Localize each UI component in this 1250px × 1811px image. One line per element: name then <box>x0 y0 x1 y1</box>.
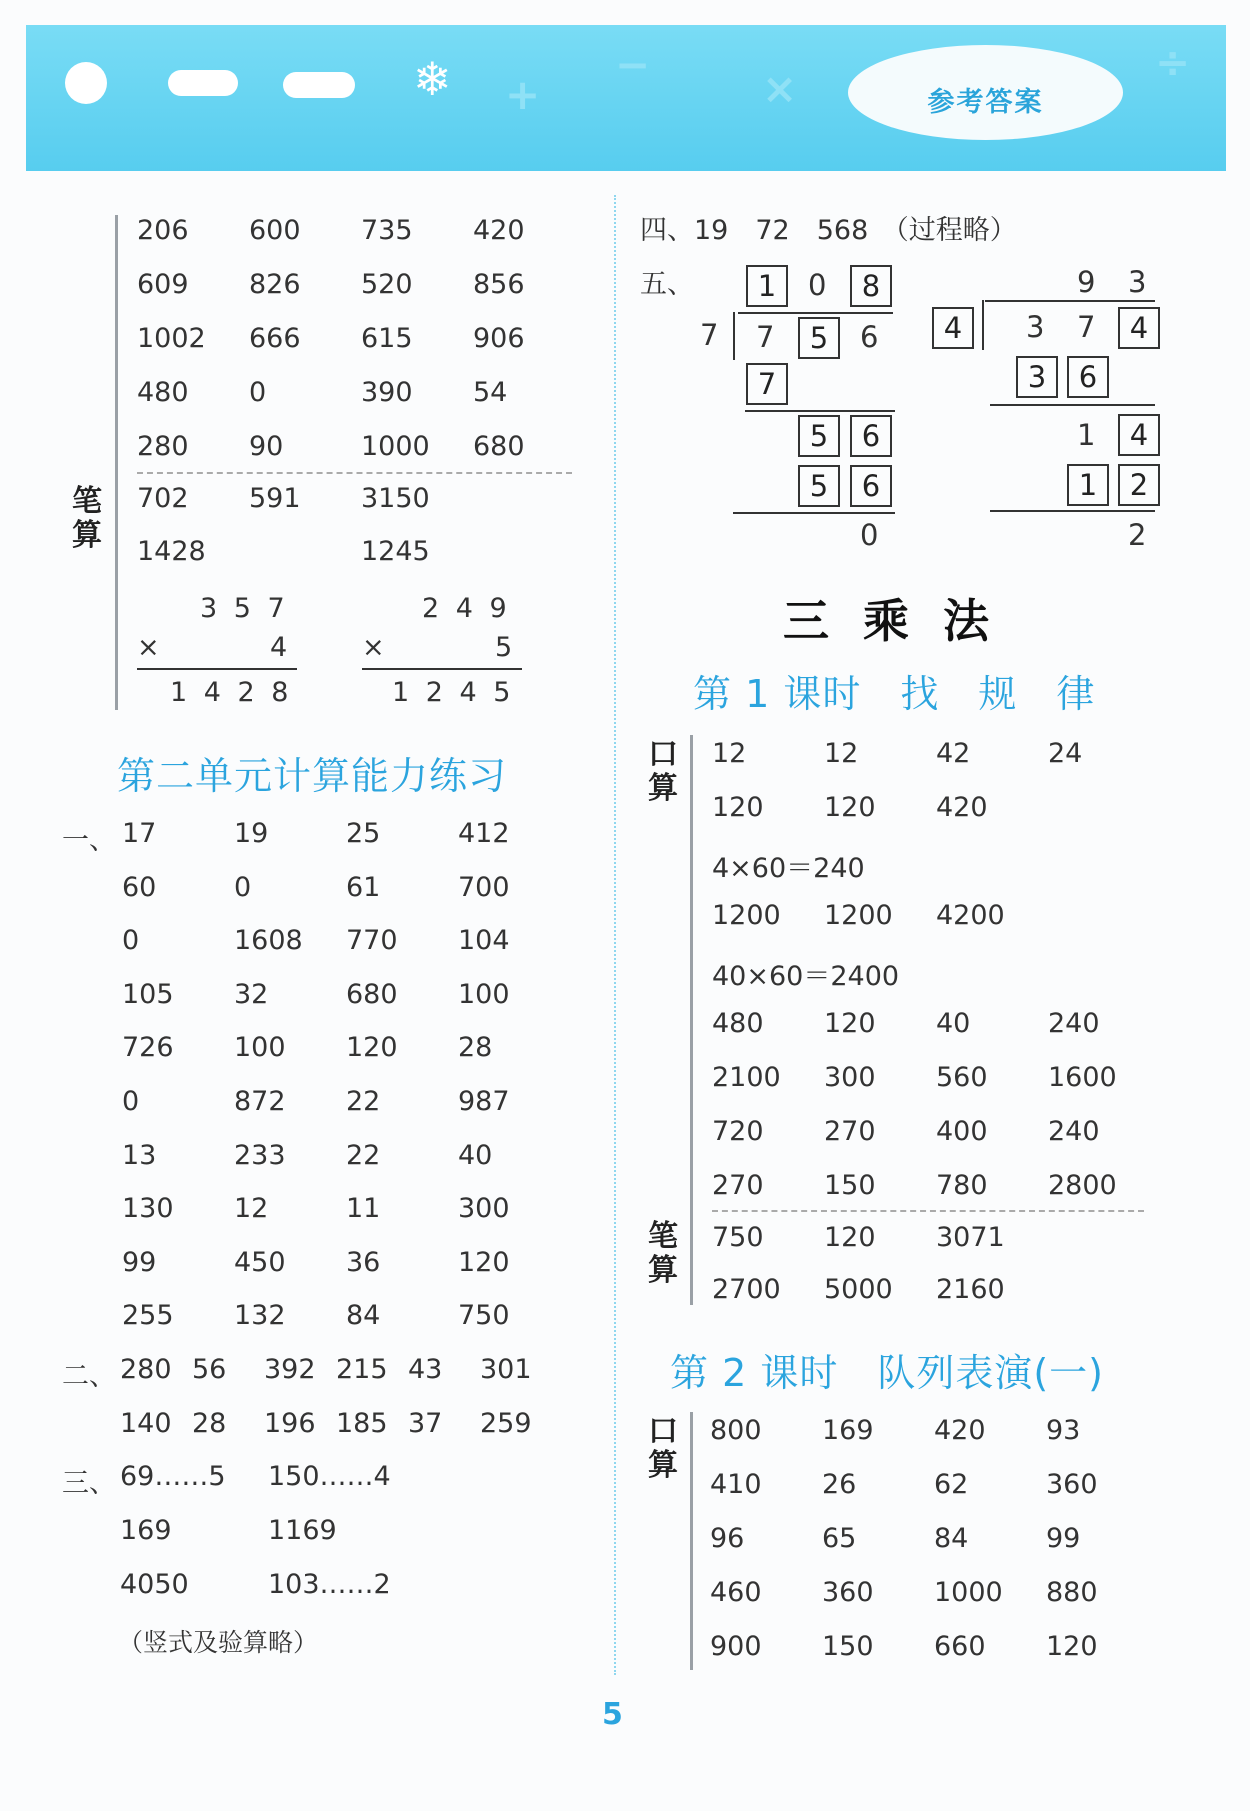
vm1-top: 3 5 7 <box>200 593 289 624</box>
answer-cell: 420 <box>473 215 525 246</box>
answer-cell: 150 <box>824 1170 876 1201</box>
divisor: 7 <box>700 318 719 352</box>
answer-cell: 420 <box>936 792 988 823</box>
section-5-label: 五、 <box>640 269 694 300</box>
divide-icon: ÷ <box>1155 38 1191 87</box>
answer-cell: 169 <box>822 1415 874 1446</box>
answer-cell: 90 <box>249 431 284 462</box>
answer-cell: 240 <box>1048 1008 1100 1039</box>
dividend-digit: 7 <box>1077 310 1096 344</box>
answer-cell: 12 <box>234 1193 269 1225</box>
answer-cell: 1200 <box>712 900 781 931</box>
answer-cell: 22 <box>346 1086 381 1117</box>
answer-cell: 360 <box>1046 1469 1098 1500</box>
answer-cell: 17 <box>122 818 157 849</box>
quotient-digit: 0 <box>808 268 827 302</box>
answer-cell: 0 <box>249 377 267 408</box>
answer-cell: 240 <box>1048 1116 1100 1147</box>
answer-cell: 104 <box>458 925 510 957</box>
subtract-box: 1 <box>1067 464 1109 506</box>
vm2-result: 1 2 4 5 <box>392 677 515 708</box>
remainder-box: 6 <box>850 415 892 457</box>
unit-title: 第二单元计算能力练习 <box>117 754 508 798</box>
answer-cell: 270 <box>824 1116 876 1147</box>
vm1-op: × <box>137 632 160 663</box>
answer-cell: 4050 <box>120 1569 189 1600</box>
answer-cell: 280 <box>137 431 189 462</box>
answer-cell: 24 <box>1048 738 1083 769</box>
sub-rule-2 <box>733 512 895 514</box>
answer-cell: 615 <box>361 323 413 354</box>
times-icon: × <box>762 64 798 113</box>
section-4: 四、19 72 568 （过程略） <box>640 215 1017 246</box>
vm2-mult: 5 <box>495 632 513 663</box>
sub-rule-1 <box>745 410 895 412</box>
quotient-digit-box: 1 <box>746 265 788 307</box>
answer-cell: 185 <box>336 1408 388 1439</box>
answer-cell: 120 <box>458 1246 510 1278</box>
answer-cell: 390 <box>361 377 413 408</box>
answer-cell: 28 <box>458 1032 493 1064</box>
answer-cell: 150 <box>822 1631 874 1662</box>
answer-cell: 4200 <box>936 900 1005 931</box>
answer-cell: 987 <box>458 1086 510 1117</box>
dividend-digit: 6 <box>860 320 879 354</box>
answer-cell: 40 <box>936 1008 971 1039</box>
answer-cell: 105 <box>122 978 174 1010</box>
answer-cell: 19 <box>234 818 269 849</box>
lesson-2-title: 第 2 课时 队列表演(一) <box>670 1351 1104 1395</box>
final-remainder: 0 <box>860 518 879 552</box>
answer-cell: 120 <box>824 792 876 823</box>
snowflake-icon: ❄ <box>413 52 452 106</box>
oral-calc-label: 口算 <box>648 737 678 806</box>
subtract-box: 5 <box>798 465 840 507</box>
answer-cell: 0 <box>234 871 252 903</box>
answer-cell: 96 <box>710 1523 745 1554</box>
answer-cell: 132 <box>234 1300 286 1332</box>
answer-cell: 666 <box>249 323 301 354</box>
answer-cell: 770 <box>346 925 398 957</box>
answer-cell: 1000 <box>361 431 430 462</box>
answer-cell: 410 <box>710 1469 762 1500</box>
answer-cell: 480 <box>712 1008 764 1039</box>
dashed-separator-2 <box>712 1210 1144 1212</box>
answer-cell: 560 <box>936 1062 988 1093</box>
oral-calc-label-2: 口算 <box>648 1414 678 1483</box>
answer-cell: 720 <box>712 1116 764 1147</box>
answer-cell: 120 <box>712 792 764 823</box>
answer-cell: 2100 <box>712 1062 781 1093</box>
page-number: 5 <box>602 1697 623 1732</box>
answer-cell: 62 <box>934 1469 969 1500</box>
answer-cell: 2800 <box>1048 1170 1117 1201</box>
quotient-digit: 9 <box>1077 265 1096 299</box>
vm2-rule <box>362 668 522 670</box>
bracket-line <box>115 215 118 710</box>
answer-cell: 450 <box>234 1246 286 1278</box>
dividend-digit: 3 <box>1026 310 1045 344</box>
answer-cell: 11 <box>346 1193 381 1225</box>
lesson-1-title: 第 1 课时 找 规 律 <box>693 672 1096 716</box>
remainder-box: 5 <box>798 415 840 457</box>
answer-cell: 702 <box>137 483 189 514</box>
answer-cell: 140 <box>120 1408 172 1439</box>
written-calc-label-2: 笔算 <box>648 1219 678 1288</box>
answer-cell: 69……5 <box>120 1461 226 1492</box>
answer-cell: 680 <box>346 978 398 1010</box>
answer-cell: 750 <box>712 1222 764 1253</box>
answer-cell: 1000 <box>934 1577 1003 1608</box>
answer-cell: 103……2 <box>268 1569 391 1600</box>
answer-cell: 412 <box>458 818 510 849</box>
answer-cell: 1428 <box>137 536 206 567</box>
sub-rule-1 <box>990 404 1155 406</box>
answer-cell: 0 <box>122 925 140 957</box>
dividend-digit-box: 5 <box>798 317 840 359</box>
answer-cell: 84 <box>934 1523 969 1554</box>
answer-cell: 54 <box>473 377 508 408</box>
subtract-box: 6 <box>1067 356 1109 398</box>
answer-cell: 100 <box>458 978 510 1010</box>
answer-cell: 480 <box>137 377 189 408</box>
answer-cell: 43 <box>408 1354 443 1385</box>
dividend-digit: 7 <box>756 320 775 354</box>
sub-rule-2 <box>990 510 1155 512</box>
answer-cell: 40 <box>458 1139 493 1171</box>
answer-cell: 42 <box>936 738 971 769</box>
answer-cell: 1200 <box>824 900 893 931</box>
dividend-digit-box: 4 <box>1118 307 1160 349</box>
subtract-box: 3 <box>1016 356 1058 398</box>
vm2-top: 2 4 9 <box>422 593 511 624</box>
answer-cell: 400 <box>936 1116 988 1147</box>
answer-cell: 780 <box>936 1170 988 1201</box>
column-divider <box>614 195 616 1675</box>
quotient-digit-box: 8 <box>850 265 892 307</box>
answer-cell: 1169 <box>268 1515 337 1546</box>
answer-cell: 233 <box>234 1139 286 1171</box>
answer-cell: 120 <box>1046 1631 1098 1662</box>
remainder-box: 4 <box>1118 414 1160 456</box>
rain-cloud-icon <box>283 72 355 98</box>
chapter-title: 三乘法 <box>783 594 1023 648</box>
answer-cell: 40×60＝2400 <box>712 961 900 992</box>
answer-cell: 906 <box>473 323 525 354</box>
answer-cell: 3150 <box>361 483 430 514</box>
answer-cell: 22 <box>346 1139 381 1171</box>
answer-cell: 680 <box>473 431 525 462</box>
answer-cell: 100 <box>234 1032 286 1064</box>
divisor-box: 4 <box>932 307 974 349</box>
answer-cell: 460 <box>710 1577 762 1608</box>
quotient-digit: 3 <box>1128 265 1147 299</box>
answer-cell: 2700 <box>712 1274 781 1305</box>
answer-cell: 609 <box>137 269 189 300</box>
answer-cell: 25 <box>346 818 381 849</box>
answer-cell: 700 <box>458 871 510 903</box>
answer-cell: 360 <box>822 1577 874 1608</box>
vm2-op: × <box>362 632 385 663</box>
section-2-label: 二、 <box>62 1361 116 1392</box>
answer-cell: 150……4 <box>268 1461 391 1492</box>
answer-cell: 270 <box>712 1170 764 1201</box>
answer-cell: 99 <box>1046 1523 1081 1554</box>
answer-cell: 591 <box>249 483 301 514</box>
plus-icon: + <box>505 70 541 119</box>
answer-cell: 2160 <box>936 1274 1005 1305</box>
division-bar <box>738 312 893 314</box>
answer-cell: 280 <box>120 1354 172 1385</box>
answer-cell: 600 <box>249 215 301 246</box>
answer-cell: 130 <box>122 1193 174 1225</box>
answer-cell: 215 <box>336 1354 388 1385</box>
subtract-box: 6 <box>850 465 892 507</box>
bracket-line-2 <box>690 735 693 1305</box>
answer-cell: 60 <box>122 871 157 903</box>
answer-cell: 392 <box>264 1354 316 1385</box>
answer-cell: 750 <box>458 1300 510 1332</box>
answer-cell: 26 <box>822 1469 857 1500</box>
answer-cell: 65 <box>822 1523 857 1554</box>
answer-cell: 120 <box>824 1008 876 1039</box>
answer-cell: 0 <box>122 1086 140 1117</box>
answer-cell: 300 <box>458 1193 510 1225</box>
answer-cell: 856 <box>473 269 525 300</box>
answer-cell: 800 <box>710 1415 762 1446</box>
answer-cell: 255 <box>122 1300 174 1332</box>
answer-cell: 99 <box>122 1246 157 1278</box>
answer-cell: 13 <box>122 1139 157 1171</box>
answer-cell: 826 <box>249 269 301 300</box>
sun-icon <box>65 62 107 104</box>
answer-cell: 1608 <box>234 925 303 957</box>
minus-icon: − <box>615 40 651 89</box>
answer-cell: 872 <box>234 1086 286 1117</box>
section-1-label: 一、 <box>62 825 116 856</box>
final-remainder: 2 <box>1128 518 1147 552</box>
answer-cell: 520 <box>361 269 413 300</box>
answer-cell: 32 <box>234 978 269 1010</box>
answer-cell: 93 <box>1046 1415 1081 1446</box>
section-3-label: 三、 <box>62 1468 116 1499</box>
answer-cell: 4×60＝240 <box>712 853 865 884</box>
section-3-note: （竖式及验算略） <box>118 1628 319 1657</box>
answer-cell: 206 <box>137 215 189 246</box>
page-title: 参考答案 <box>927 87 1044 118</box>
answer-cell: 120 <box>824 1222 876 1253</box>
remainder-digit: 1 <box>1077 418 1096 452</box>
answer-cell: 37 <box>408 1408 443 1439</box>
subtract-box: 7 <box>746 363 788 405</box>
answer-cell: 169 <box>120 1515 172 1546</box>
answer-cell: 880 <box>1046 1577 1098 1608</box>
answer-cell: 735 <box>361 215 413 246</box>
answer-cell: 301 <box>480 1354 532 1385</box>
answer-cell: 12 <box>712 738 747 769</box>
vm1-rule <box>137 668 297 670</box>
answer-cell: 12 <box>824 738 859 769</box>
answer-cell: 56 <box>192 1354 227 1385</box>
vm1-mult: 4 <box>270 632 288 663</box>
answer-cell: 84 <box>346 1300 381 1332</box>
answer-cell: 300 <box>824 1062 876 1093</box>
answer-cell: 1002 <box>137 323 206 354</box>
vm1-result: 1 4 2 8 <box>170 677 293 708</box>
answer-cell: 3071 <box>936 1222 1005 1253</box>
subtract-box: 2 <box>1118 464 1160 506</box>
cloud-icon <box>168 70 238 96</box>
answer-cell: 660 <box>934 1631 986 1662</box>
answer-cell: 61 <box>346 871 381 903</box>
division-bracket <box>733 312 735 360</box>
answer-cell: 1245 <box>361 536 430 567</box>
bracket-line-3 <box>690 1412 693 1670</box>
answer-cell: 259 <box>480 1408 532 1439</box>
answer-cell: 726 <box>122 1032 174 1064</box>
answer-cell: 196 <box>264 1408 316 1439</box>
answer-cell: 120 <box>346 1032 398 1064</box>
answer-cell: 420 <box>934 1415 986 1446</box>
answer-cell: 5000 <box>824 1274 893 1305</box>
answer-cell: 36 <box>346 1246 381 1278</box>
written-calc-label: 笔算 <box>72 484 102 553</box>
answer-cell: 28 <box>192 1408 227 1439</box>
dashed-separator <box>137 472 572 474</box>
division-bar <box>985 300 1155 302</box>
answer-cell: 900 <box>710 1631 762 1662</box>
answer-cell: 1600 <box>1048 1062 1117 1093</box>
division-bracket <box>982 300 984 350</box>
